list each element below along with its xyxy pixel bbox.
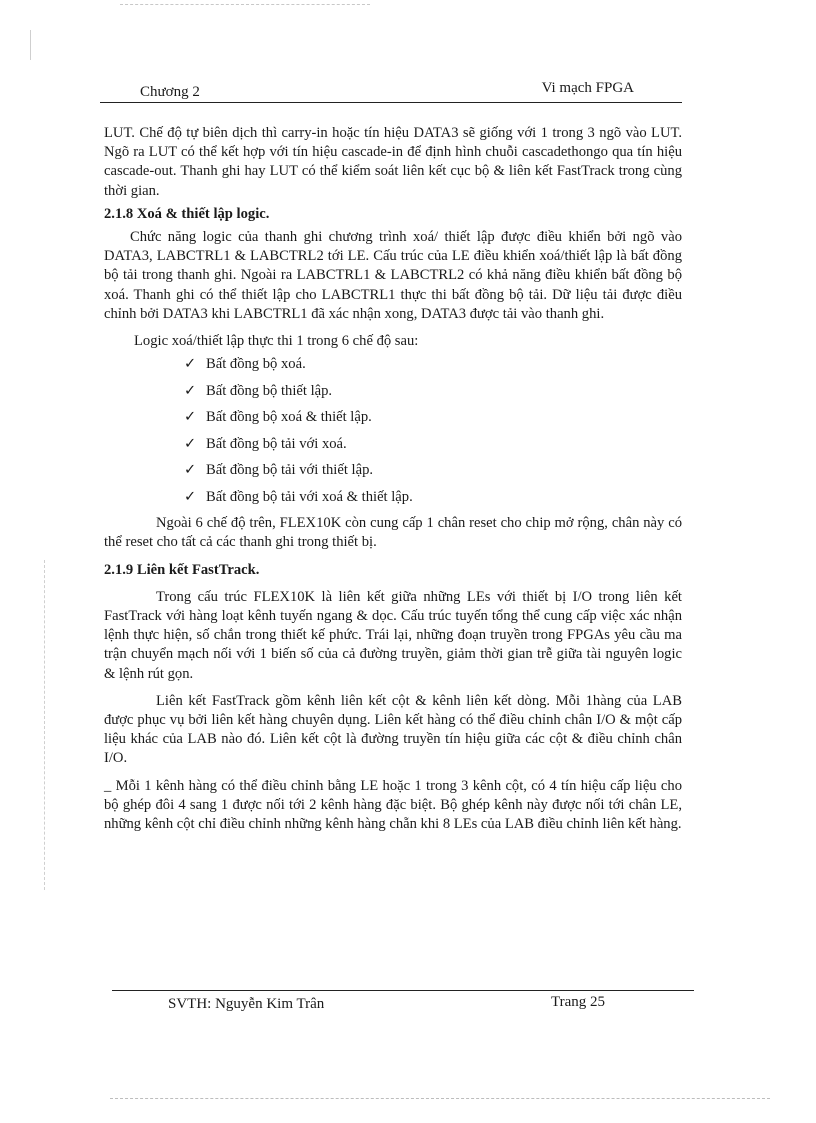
document-title: Vi mạch FPGA xyxy=(541,80,634,96)
section-2-1-9-paragraph-3: _ Mỗi 1 kênh hàng có thể điều chỉnh bằng LE hoặc 1 trong 3 kênh cột, có 4 tín hiệu cấp liệu cho bộ ghép đôi 4 sang 1 được nối tới 2 kênh hàng đặc biệt. Bộ ghép kênh này được nối tới chân LE, những kênh cột chỉ điều chỉnh những kênh hàng chẵn khi 8 LEs của LAB điều chỉnh liên kết hàng. xyxy=(104,777,682,833)
scan-artifact-left xyxy=(44,560,45,890)
list-item-text: Bất đồng bộ tải với xoá & thiết lập. xyxy=(206,488,413,505)
page-number: Trang 25 xyxy=(551,994,606,1010)
list-item-text: Bất đồng bộ thiết lập. xyxy=(206,382,333,399)
list-item-text: Bất đồng bộ xoá & thiết lập. xyxy=(206,409,372,426)
list-item xyxy=(184,351,682,378)
list-item-text: Bất đồng bộ tải với xoá. xyxy=(206,435,347,452)
list-item xyxy=(184,457,682,484)
checkmark-icon: ✓ xyxy=(184,435,197,452)
checkmark-icon: ✓ xyxy=(184,382,197,399)
section-2-1-9-paragraph-2: Liên kết FastTrack gồm kênh liên kết cột & kênh liên kết dòng. Mỗi 1hàng của LAB được phục vụ bởi liên kết hàng chuyên dụng. Liên kết hàng có thể điều chỉnh chân I/O & một cấp liệu khác của LAB nào đó. Liên kết cột là đường truyền tín hiệu giữa các cột & điều chỉnh chân I/O. xyxy=(104,692,682,767)
scan-artifact-bottom xyxy=(110,1098,770,1099)
section-2-1-9-paragraph-1: Trong cấu trúc FLEX10K là liên kết giữa những LEs với thiết bị I/O trong liên kết FastTrack với hàng loạt kênh tuyến ngang & dọc. Cấu trúc tuyến tổng thể cung cấp việc xác nhận lệnh thực hiện, số chắn trong thiết kế phức. Trái lại, những đoạn truyền trong FPGAs yêu cầu ma trận chuyển mạch nối với 1 biến số của cả đường truyền, giảm thời gian trễ giữa tài nguyên logic & lệnh rút gọn. xyxy=(104,588,682,682)
scan-artifact-left-tick xyxy=(30,30,31,60)
checkmark-icon: ✓ xyxy=(184,488,197,505)
checkmark-icon: ✓ xyxy=(184,356,197,373)
intro-paragraph: LUT. Chế độ tự biên dịch thì carry-in hoặc tín hiệu DATA3 sẽ giống với 1 trong 3 ngõ vào LUT. Ngõ ra LUT có thể kết hợp với tín hiệu cascade-in để định hình chuỗi cascadethongo qua tín hiệu cascade-out. Thanh ghi hay LUT có thể kiểm soát liên kết cục bộ & liên kết FastTrack trong cùng thời gian. xyxy=(104,125,682,199)
list-item xyxy=(184,431,682,458)
checkmark-icon: ✓ xyxy=(184,462,197,479)
section-heading-2-1-8: 2.1.8 Xoá & thiết lập logic. xyxy=(104,205,270,222)
modes-list xyxy=(104,351,682,510)
list-item-text: Bất đồng bộ xoá. xyxy=(206,356,306,373)
chapter-label: Chương 2 xyxy=(140,84,200,100)
scan-artifact-top xyxy=(120,4,370,5)
section-2-1-8-closing: Ngoài 6 chế độ trên, FLEX10K còn cung cấp 1 chân reset cho chip mở rộng, chân này có thể reset cho tất cả các thanh ghi trong thiết bị. xyxy=(104,515,682,551)
list-item-text: Bất đồng bộ tải với thiết lập. xyxy=(206,462,374,479)
section-heading-2-1-9: 2.1.9 Liên kết FastTrack. xyxy=(104,561,260,578)
page-content xyxy=(104,124,682,834)
page-header xyxy=(100,80,682,103)
list-item xyxy=(184,484,682,511)
footer-author: SVTH: Nguyễn Kim Trân xyxy=(168,996,325,1012)
footer-rule xyxy=(112,990,694,991)
list-item xyxy=(184,404,682,431)
list-item xyxy=(184,378,682,405)
section-2-1-8-paragraph: Chức năng logic của thanh ghi chương trình xoá/ thiết lập được điều khiển bởi ngõ vào DATA3, LABCTRL1 & LABCTRL2 tới LE. Cấu trúc của LE điều khiển xoá/thiết lập là bất đồng bộ tải trong thanh ghi. Ngoài ra LABCTRL1 & LABCTRL2 có khả năng điều khiển bất đồng bộ xoá. Thanh ghi có thể thiết lập cho LABCTRL1 thực thi bất đồng bộ tải. Dữ liệu tải được điều chỉnh bởi DATA3 khi LABCTRL1 đã xác nhận xong, DATA3 được tải vào thanh ghi. xyxy=(104,229,682,322)
checkmark-icon: ✓ xyxy=(184,409,197,426)
modes-list-intro: Logic xoá/thiết lập thực thi 1 trong 6 chế độ sau: xyxy=(134,333,419,350)
